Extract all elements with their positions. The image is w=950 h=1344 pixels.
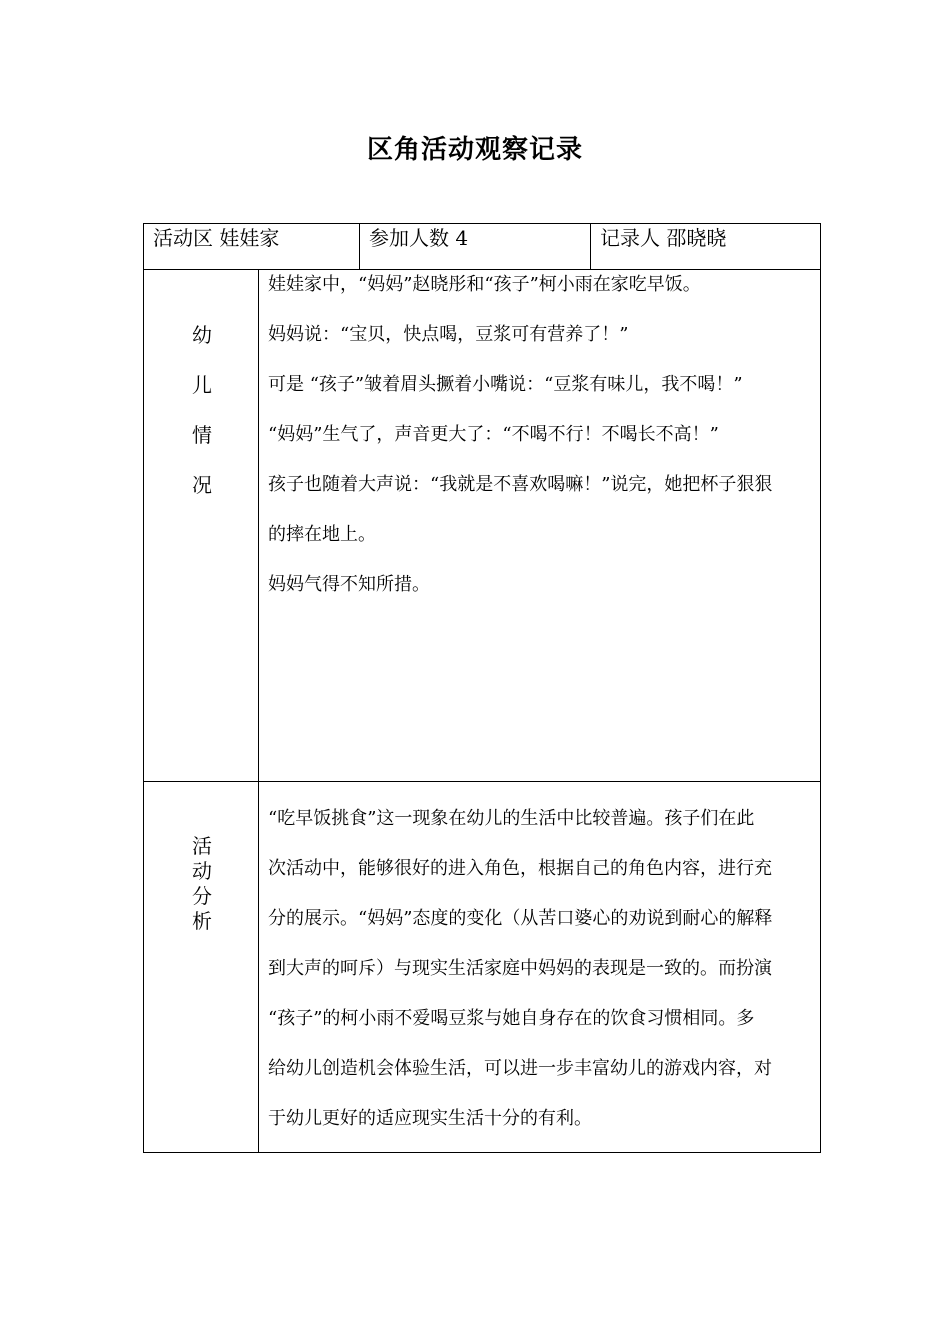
analysis-label-char: 分 bbox=[192, 884, 212, 908]
situation-line: 孩子也随着大声说：“我就是不喜欢喝嘛！”说完，她把杯子狠狠 bbox=[268, 474, 773, 495]
analysis-line: “吃早饭挑食”这一现象在幼儿的生活中比较普遍。孩子们在此 bbox=[268, 808, 755, 829]
situation-label-char: 情 bbox=[192, 423, 212, 447]
table-divider-header-2 bbox=[590, 223, 591, 269]
activity-area-cell: 活动区 娃娃家 bbox=[153, 226, 280, 250]
situation-line: 妈妈气得不知所措。 bbox=[268, 574, 430, 595]
situation-line: 的摔在地上。 bbox=[268, 524, 376, 545]
table-border-right bbox=[820, 223, 821, 1153]
table-border-left bbox=[143, 223, 144, 1153]
situation-label-char: 况 bbox=[192, 473, 212, 497]
analysis-label-char: 活 bbox=[192, 834, 212, 858]
table-border-bottom bbox=[143, 1152, 821, 1153]
analysis-line: “孩子”的柯小雨不爱喝豆浆与她自身存在的饮食习惯相同。多 bbox=[268, 1008, 755, 1029]
page-title: 区角活动观察记录 bbox=[366, 135, 583, 165]
participants-cell: 参加人数 4 bbox=[369, 226, 469, 250]
situation-label-char: 幼 bbox=[192, 323, 212, 347]
analysis-label-char: 动 bbox=[192, 859, 212, 883]
table-divider-header-1 bbox=[359, 223, 360, 269]
recorder-cell: 记录人 邵晓晓 bbox=[600, 226, 727, 250]
analysis-line: 分的展示。“妈妈”态度的变化（从苦口婆心的劝说到耐心的解释 bbox=[268, 908, 773, 929]
situation-label-char: 儿 bbox=[192, 373, 212, 397]
analysis-line: 给幼儿创造机会体验生活，可以进一步丰富幼儿的游戏内容，对 bbox=[268, 1058, 772, 1079]
situation-line: 妈妈说：“宝贝，快点喝，豆浆可有营养了！” bbox=[268, 324, 629, 345]
analysis-label-char: 析 bbox=[192, 909, 212, 933]
analysis-line: 到大声的呵斥）与现实生活家庭中妈妈的表现是一致的。而扮演 bbox=[268, 958, 772, 979]
situation-line: 娃娃家中，“妈妈”赵晓彤和“孩子”柯小雨在家吃早饭。 bbox=[268, 274, 701, 295]
table-divider-middle bbox=[143, 781, 821, 782]
situation-line: 可是 “孩子”皱着眉头撅着小嘴说：“豆浆有味儿，我不喝！” bbox=[268, 374, 743, 395]
situation-line: “妈妈”生气了，声音更大了：“不喝不行！不喝长不高！” bbox=[268, 424, 719, 445]
analysis-line: 次活动中，能够很好的进入角色，根据自己的角色内容，进行充 bbox=[268, 858, 772, 879]
analysis-line: 于幼儿更好的适应现实生活十分的有利。 bbox=[268, 1108, 592, 1129]
table-divider-label-column bbox=[258, 269, 259, 1153]
